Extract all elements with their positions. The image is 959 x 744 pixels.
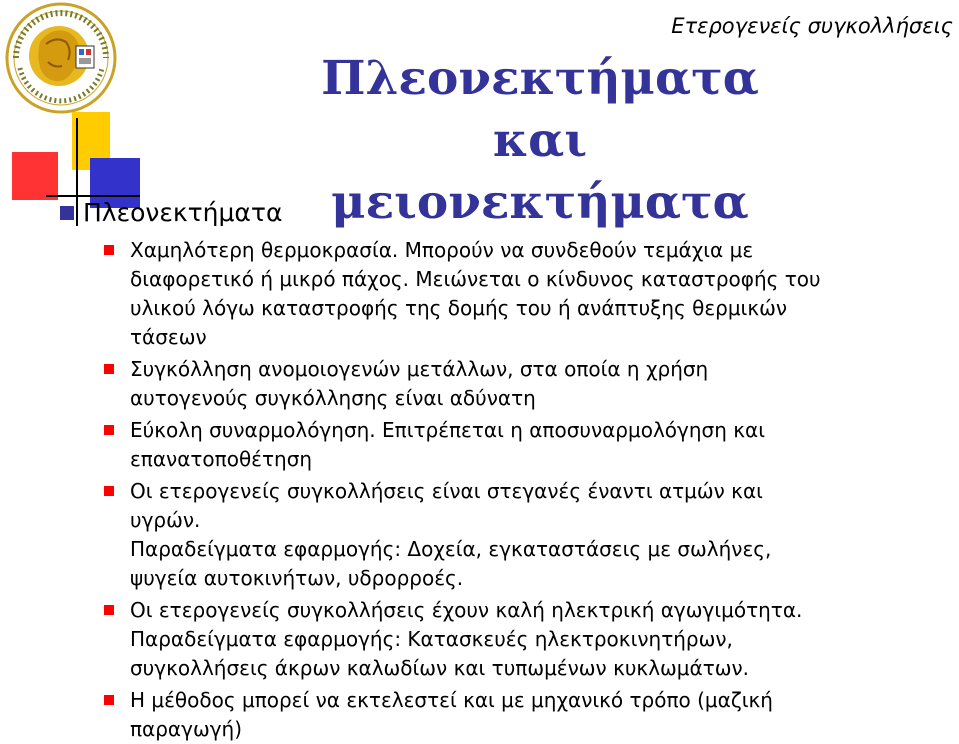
- list-item-line: παραγωγή): [130, 717, 243, 741]
- topic-label: Ετερογενείς συγκολλήσεις: [671, 14, 953, 38]
- list-item-line: επανατοποθέτηση: [130, 447, 313, 471]
- slide-title: [300, 48, 780, 234]
- list-item-line: αυτογενούς συγκόλλησης είναι αδύνατη: [130, 386, 536, 410]
- list-item-line: συγκολλήσεις άκρων καλωδίων και τυπωμένων κυκλωμάτων.: [130, 656, 750, 680]
- list-item-line: διαφορετικό ή μικρό πάχος. Μειώνεται ο κίνδυνος καταστροφής του: [130, 267, 821, 291]
- list-item: [104, 355, 934, 413]
- list-item-line: Χαμηλότερη θερμοκρασία. Μπορούν να συνδεθούν τεμάχια με: [130, 238, 754, 262]
- list-item: [104, 416, 934, 474]
- list-item-line: τάσεων: [130, 325, 207, 349]
- square-bullet-icon: [104, 245, 114, 255]
- list-item: [104, 686, 934, 744]
- list-item: [104, 477, 934, 593]
- list-item: [104, 596, 934, 683]
- bullet-list: [104, 236, 934, 744]
- list-item-line: Παραδείγματα εφαρμογής: Κατασκευές ηλεκτροκινητήρων,: [130, 627, 733, 651]
- list-item-line: Συγκόλληση ανομοιογενών μετάλλων, στα οποία η χρήση: [130, 357, 709, 381]
- list-item-line: Η μέθοδος μπορεί να εκτελεστεί και με μηχανικό τρόπο (μαζική: [130, 688, 773, 712]
- square-bullet-icon: [104, 695, 114, 705]
- square-bullet-icon: [104, 364, 114, 374]
- list-item: [104, 236, 934, 352]
- decorative-blocks: [0, 0, 140, 230]
- list-item-line: υγρών.: [130, 508, 201, 532]
- list-item-line: Οι ετερογενείς συγκολλήσεις είναι στεγανές έναντι ατμών και: [130, 479, 763, 503]
- list-item-line: Οι ετερογενείς συγκολλήσεις έχουν καλή ηλεκτρική αγωγιμότητα.: [130, 598, 803, 622]
- title-line: Πλεονεκτήματα και: [321, 51, 759, 168]
- list-item-line: ψυγεία αυτοκινήτων, υδρορροές.: [130, 566, 464, 590]
- square-bullet-icon: [104, 486, 114, 496]
- square-bullet-icon: [104, 425, 114, 435]
- square-bullet-icon: [104, 605, 114, 615]
- list-item-line: υλικού λόγω καταστροφής της δομής του ή ανάπτυξης θερμικών: [130, 296, 788, 320]
- list-item-line: Παραδείγματα εφαρμογής: Δοχεία, εγκαταστάσεις με σωλήνες,: [130, 537, 772, 561]
- list-item-line: Εύκολη συναρμολόγηση. Επιτρέπεται η αποσυναρμολόγηση και: [130, 418, 765, 442]
- heading-bullet-icon: [60, 206, 74, 220]
- section-heading: Πλεονεκτήματα: [83, 198, 283, 227]
- title-line: μειονεκτήματα: [331, 175, 749, 230]
